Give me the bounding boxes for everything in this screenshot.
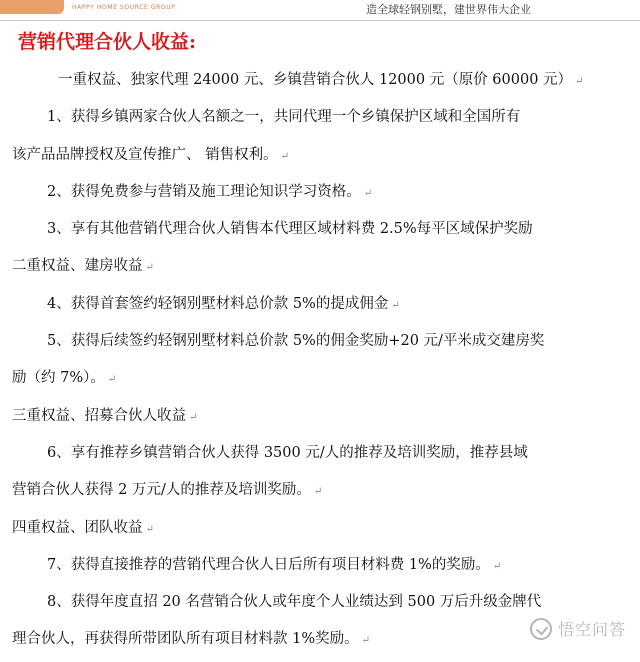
watermark [530, 617, 626, 640]
paragraph-mark-icon: ↵ [361, 635, 371, 647]
paragraph-line [12, 360, 630, 397]
paragraph-line [12, 435, 630, 472]
paragraph-line [12, 398, 630, 435]
paragraph-mark-icon: ↵ [492, 560, 502, 572]
paragraph-mark-icon: ↵ [145, 523, 154, 535]
paragraph-line [12, 472, 630, 509]
paragraph-text: 2、获得免费参与营销及施工理论知识学习资格。 [47, 183, 361, 200]
paragraph-text: 3、享有其他营销代理合伙人销售本代理区域材料费 2.5%每平区域保护奖励 [47, 221, 533, 238]
paragraph-line [12, 547, 630, 584]
paragraph-line [12, 62, 630, 99]
paragraph-mark-icon: ↵ [363, 187, 373, 199]
paragraph-mark-icon: ↵ [313, 486, 323, 498]
paragraph-line [12, 286, 630, 323]
paragraph-text: 4、获得首套签约轻钢别墅材料总价款 5%的提成佣金 [47, 295, 389, 312]
paragraph-mark-icon: ↵ [280, 150, 289, 162]
paragraph-line [12, 211, 630, 248]
paragraph-line [12, 584, 630, 621]
checkmark-icon [530, 618, 552, 640]
document-body [12, 62, 630, 659]
paragraph-mark-icon: ↵ [145, 262, 154, 274]
paragraph-text: 二重权益、建房收益 [12, 258, 143, 275]
paragraph-line [12, 248, 630, 285]
paragraph-text: 一重权益、独家代理 24000 元、乡镇营销合伙人 12000 元（原价 60000 元） [58, 72, 573, 88]
paragraph-mark-icon: ↵ [575, 76, 584, 87]
paragraph-line [12, 323, 630, 360]
paragraph-line [12, 510, 630, 547]
paragraph-text: 三重权益、招募合伙人收益 [12, 407, 186, 424]
paragraph-text: 8、获得年度直招 20 名营销合伙人或年度个人业绩达到 500 万后升级金牌代 [47, 594, 542, 611]
paragraph-text: 营销合伙人获得 2 万元/人的推荐及培训奖励。 [12, 482, 311, 499]
paragraph-mark-icon: ↵ [107, 374, 117, 386]
paragraph-line [12, 137, 630, 174]
watermark-text: 悟空问答 [557, 620, 626, 639]
paragraph-text: 四重权益、团队收益 [12, 519, 143, 536]
paragraph-mark-icon: ↵ [391, 299, 400, 311]
paragraph-text: 理合伙人，再获得所带团队所有项目材料款 1%奖励。 [12, 631, 359, 648]
paragraph-line [12, 99, 630, 136]
header-strip [0, 0, 640, 21]
paragraph-text: 该产品品牌授权及宣传推广、 销售权利。 [12, 146, 278, 163]
document-title: 营销代理合伙人收益: [18, 31, 197, 53]
paragraph-line [12, 174, 630, 211]
logo-subtitle: HAPPY HOME SOURCE GROUP [72, 4, 176, 11]
paragraph-text: 5、获得后续签约轻钢别墅材料总价款 5%的佣金奖励+20 元/平米成交建房奖 [47, 333, 545, 350]
paragraph-mark-icon: ↵ [189, 411, 198, 423]
paragraph-text: 6、享有推荐乡镇营销合伙人获得 3500 元/人的推荐及培训奖励，推荐县域 [47, 444, 528, 461]
paragraph-text: 7、获得直接推荐的营销代理合伙人日后所有项目材料费 1%的奖励。 [47, 556, 490, 573]
company-logo [0, 0, 64, 14]
paragraph-text: 1、获得乡镇两家合伙人名额之一，共同代理一个乡镇保护区域和全国所有 [47, 109, 521, 126]
header-slogan: 造全球轻钢别墅，建世界伟大企业 [366, 3, 531, 16]
paragraph-text: 励（约 7%）。 [12, 370, 105, 387]
